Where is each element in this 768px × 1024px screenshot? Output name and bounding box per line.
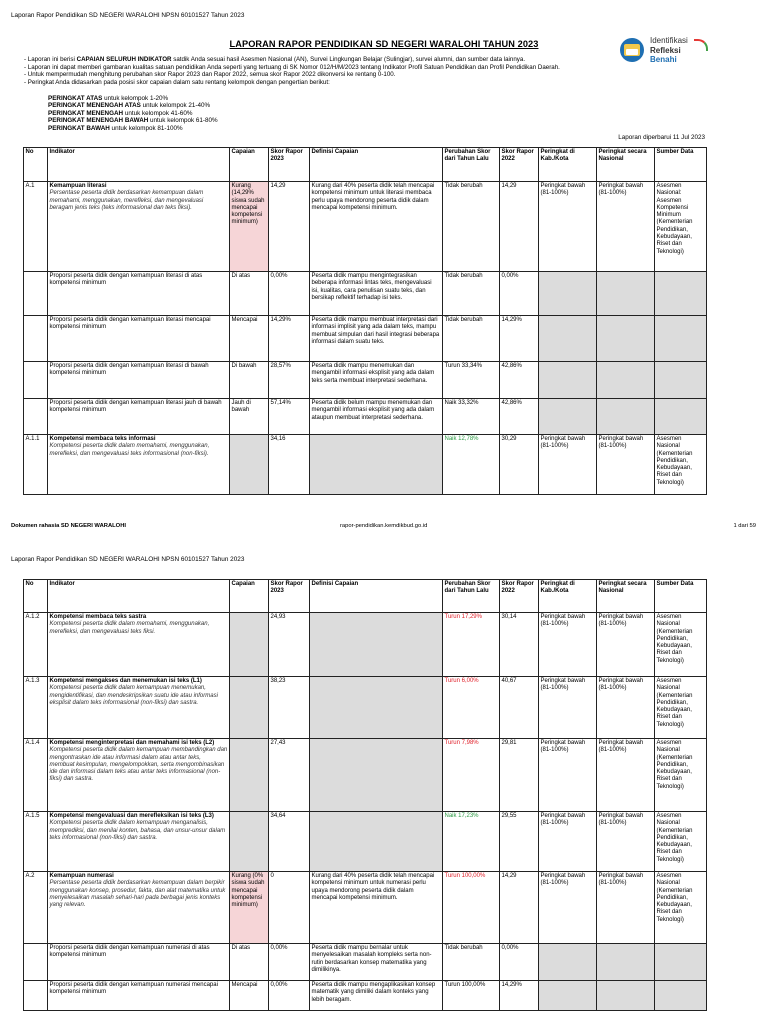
table-cell: 27,43 <box>269 739 310 812</box>
update-date: Laporan diperbarui 11 Jul 2023 <box>618 134 705 141</box>
table-cell <box>655 399 707 435</box>
table-cell: Peserta didik mampu mengaplikasikan konsep matematik yang dimiliki dalam konteks yang lebih beragam. <box>310 981 443 1011</box>
table-cell: Di atas <box>230 272 269 316</box>
table-cell <box>539 362 597 399</box>
table-cell: Kompetensi mengevaluasi dan merefleksikan isi teks (L3) Kompetensi peserta didik dalam kemampuan menganalisis, memprediksi, dan menilai konten, bahasa, dan unsur-unsur dalam teks informasional (non-fiksi) dan sastra. <box>48 812 230 872</box>
table-cell: A.1.3 <box>24 677 48 739</box>
table-cell: Kemampuan numerasi Persentase peserta didik berdasarkan kemampuan dalam berpikir menggunakan konsep, prosedur, fakta, dan alat matematika untuk menyelesaikan masalah sehari-hari pada berbagai jenis konteks yang relevan. <box>48 872 230 944</box>
legend-item: PERINGKAT BAWAH untuk kelompok 81-100% <box>48 124 183 132</box>
table-cell: Di atas <box>230 944 269 981</box>
table-cell <box>24 981 48 1011</box>
table-cell: Peserta didik mampu bernalar untuk menyelesaikan masalah kompleks serta non-rutin berdasarkan konsep matematika yang dimilikinya. <box>310 944 443 981</box>
table-cell <box>230 435 269 495</box>
table-cell: Turun 7,98% <box>443 739 500 812</box>
table-cell <box>655 272 707 316</box>
table-cell: Kompetensi membaca teks informasi Kompetensi peserta didik dalam memahami, menggunakan, merefleksi, dan mengevaluasi teks informasional (non-fiksi). <box>48 435 230 495</box>
table-cell <box>310 613 443 677</box>
report-title: LAPORAN RAPOR PENDIDIKAN SD NEGERI WARALOHI TAHUN 2023 <box>229 39 539 49</box>
column-header: Peringkat secara Nasional <box>597 148 655 182</box>
table-cell: Peringkat bawah (81-100%) <box>539 872 597 944</box>
table-cell: Naik 17,23% <box>443 812 500 872</box>
table-cell: 57,14% <box>269 399 310 435</box>
table-cell: Asesmen Nasional (Kementerian Pendidikan, Kebudayaan, Riset dan Teknologi) <box>655 677 707 739</box>
table-cell: Peringkat bawah (81-100%) <box>539 739 597 812</box>
table-cell: Kurang dari 40% peserta didik telah mencapai kompetensi minimum untuk literasi membaca perlu upaya mendorong peserta didik dalam mencapai kompetensi minimum. <box>310 182 443 272</box>
table-cell: 0,00% <box>269 981 310 1011</box>
swoosh-icon <box>694 39 708 51</box>
table-cell <box>655 362 707 399</box>
table-cell: 42,86% <box>500 399 539 435</box>
table-cell: A.1.1 <box>24 435 48 495</box>
table-cell: A.1 <box>24 182 48 272</box>
indicator-table-page1 <box>23 147 707 495</box>
column-header: Sumber Data <box>655 148 707 182</box>
table-cell: A.1.2 <box>24 613 48 677</box>
table-cell: Peringkat bawah (81-100%) <box>539 677 597 739</box>
table-cell: 30,29 <box>500 435 539 495</box>
table-cell <box>24 399 48 435</box>
column-header: Perubahan Skor dari Tahun Lalu <box>443 580 500 613</box>
column-header: Perubahan Skor dari Tahun Lalu <box>443 148 500 182</box>
table-cell <box>310 677 443 739</box>
table-cell: Kurang (0% siswa sudah mencapai kompetensi minimum) <box>230 872 269 944</box>
table-cell <box>597 981 655 1011</box>
table-cell: 0,00% <box>269 272 310 316</box>
table-cell <box>230 613 269 677</box>
table-cell <box>230 677 269 739</box>
table-cell: Asesmen Nasional: Asesmen Kompetensi Minimum (Kementerian Pendidikan, Kebudayaan, Riset dan Teknologi) <box>655 182 707 272</box>
table-cell: Naik 12,78% <box>443 435 500 495</box>
table-cell: Proporsi peserta didik dengan kemampuan numerasi di atas kompetensi minimum <box>48 944 230 981</box>
table-cell: Peringkat bawah (81-100%) <box>539 435 597 495</box>
table-cell: Proporsi peserta didik dengan kemampuan numerasi mencapai kompetensi minimum <box>48 981 230 1011</box>
table-row <box>24 739 707 812</box>
table-cell: Asesmen Nasional (Kementerian Pendidikan, Kebudayaan, Riset dan Teknologi) <box>655 613 707 677</box>
table-cell <box>655 981 707 1011</box>
table-cell: A.1.4 <box>24 739 48 812</box>
column-header: Peringkat secara Nasional <box>597 580 655 613</box>
table-cell: Peringkat bawah (81-100%) <box>597 812 655 872</box>
table-cell <box>539 316 597 362</box>
legend-item: PERINGKAT MENENGAH untuk kelompok 41-60% <box>48 109 193 117</box>
table-cell: Tidak berubah <box>443 272 500 316</box>
page-header: Laporan Rapor Pendidikan SD NEGERI WARALOHI NPSN 60101527 Tahun 2023 <box>11 556 245 563</box>
table-cell: Turun 17,29% <box>443 613 500 677</box>
table-cell <box>230 812 269 872</box>
table-cell <box>24 362 48 399</box>
table-cell: Turun 100,00% <box>443 872 500 944</box>
legend-item: PERINGKAT ATAS untuk kelompok 1-20% <box>48 95 169 102</box>
table-cell: Peringkat bawah (81-100%) <box>539 812 597 872</box>
table-cell: Mencapai <box>230 981 269 1011</box>
table-cell: Peserta didik mampu membuat interpretasi dari informasi implisit yang ada dalam teks, mampu membuat simpulan dari hasil integrasi beberapa informasi dalam suatu teks. <box>310 316 443 362</box>
table-cell: Peringkat bawah (81-100%) <box>597 613 655 677</box>
table-row <box>24 872 707 944</box>
table-cell: 30,14 <box>500 613 539 677</box>
table-cell: Turun 33,34% <box>443 362 500 399</box>
table-header-row <box>24 148 707 182</box>
intro-line: - Laporan ini dapat memberi gambaran kualitas satuan pendidikan Anda seperti yang tertuang di SK Nomor 012/H/M/2023 tentang Indikator Profil Satuan Pendidikan dan Profil Pendidikan Daerah. <box>24 63 560 71</box>
column-header: Skor Rapor 2022 <box>500 580 539 613</box>
column-header: Peringkat di Kab./Kota <box>539 148 597 182</box>
table-row <box>24 399 707 435</box>
table-cell: Tidak berubah <box>443 944 500 981</box>
table-cell: Mencapai <box>230 316 269 362</box>
table-cell: 29,81 <box>500 739 539 812</box>
footer-left: Dokumen rahasia SD NEGERI WARALOHI <box>11 523 126 529</box>
table-cell: Asesmen Nasional (Kementerian Pendidikan, Kebudayaan, Riset dan Teknologi) <box>655 812 707 872</box>
indicator-table-page2 <box>23 579 707 1011</box>
table-cell: 0 <box>269 872 310 944</box>
table-row <box>24 435 707 495</box>
column-header: Skor Rapor 2023 <box>269 148 310 182</box>
table-cell: Proporsi peserta didik dengan kemampuan literasi mencapai kompetensi minimum <box>48 316 230 362</box>
table-cell: Peserta didik mampu mengintegrasikan beberapa informasi lintas teks, mengevaluasi isi, kualitas, cara penulisan suatu teks, dan bersikap reflektif terhadap isi teks. <box>310 272 443 316</box>
table-cell: 14,29 <box>500 872 539 944</box>
ranking-legend <box>48 95 218 132</box>
table-header-row <box>24 580 707 613</box>
column-header: Indikator <box>48 580 230 613</box>
table-cell: 24,93 <box>269 613 310 677</box>
table-cell <box>539 272 597 316</box>
table-cell: Peringkat bawah (81-100%) <box>597 739 655 812</box>
table-cell: Di bawah <box>230 362 269 399</box>
intro-line: - Peringkat Anda didasarkan pada posisi skor capaian dalam satu rentang kelompok dengan pengertian berikut: <box>24 78 330 86</box>
table-cell: Peringkat bawah (81-100%) <box>539 613 597 677</box>
table-cell: 14,29 <box>500 182 539 272</box>
table-cell: Tidak berubah <box>443 316 500 362</box>
legend-item: PERINGKAT MENENGAH ATAS untuk kelompok 21-40% <box>48 102 211 110</box>
column-header: Capaian <box>230 148 269 182</box>
table-row <box>24 362 707 399</box>
table-cell: 0,00% <box>500 944 539 981</box>
intro-line: - Untuk mempermudah menghitung perubahan skor Rapor 2023 dan Rapor 2022, semua skor Rapor 2022 dikonversi ke rentang 0-100. <box>24 71 396 79</box>
table-cell <box>539 981 597 1011</box>
column-header: Peringkat di Kab./Kota <box>539 580 597 613</box>
table-cell: 38,23 <box>269 677 310 739</box>
table-cell: A.2 <box>24 872 48 944</box>
table-cell: Kemampuan literasi Persentase peserta didik berdasarkan kemampuan dalam memahami, menggunakan, merefleksi, dan mengevaluasi beragam jenis teks (teks informasional dan teks fiksi). <box>48 182 230 272</box>
table-cell <box>310 435 443 495</box>
column-header: Skor Rapor 2023 <box>269 580 310 613</box>
table-cell: 14,29 <box>269 182 310 272</box>
table-cell <box>310 812 443 872</box>
table-row <box>24 182 707 272</box>
column-header: Sumber Data <box>655 580 707 613</box>
table-cell: Peringkat bawah (81-100%) <box>597 677 655 739</box>
table-cell: 34,64 <box>269 812 310 872</box>
table-cell: Naik 33,32% <box>443 399 500 435</box>
column-header: Definisi Capaian <box>310 580 443 613</box>
table-cell <box>655 316 707 362</box>
table-cell: Kompetensi menginterpretasi dan memahami isi teks (L2) Kompetensi peserta didik dalam kemampuan membandingkan dan mengontraskan ide atau informasi dalam atau antar teks, membuat kesimpulan, mengelompokkan, serta mengombinasikan ide dan informasi dalam teks atau antar teks informasional (non-fiksi) dan sastra. <box>48 739 230 812</box>
table-cell <box>597 272 655 316</box>
table-cell: 0,00% <box>269 944 310 981</box>
footer-page-number: 1 dari 59 <box>733 523 756 529</box>
table-row <box>24 272 707 316</box>
table-cell <box>24 944 48 981</box>
table-cell: 28,57% <box>269 362 310 399</box>
table-cell: Jauh di bawah <box>230 399 269 435</box>
table-cell: Peringkat bawah (81-100%) <box>597 435 655 495</box>
table-cell: Asesmen Nasional (Kementerian Pendidikan, Kebudayaan, Riset dan Teknologi) <box>655 872 707 944</box>
table-cell: 29,55 <box>500 812 539 872</box>
table-cell: Peserta didik belum mampu menemukan dan mengambil informasi eksplisit yang ada dalam ataupun membuat interpretasi sederhana. <box>310 399 443 435</box>
table-cell: Peringkat bawah (81-100%) <box>539 182 597 272</box>
table-cell: Peringkat bawah (81-100%) <box>597 182 655 272</box>
table-cell <box>310 739 443 812</box>
table-cell <box>539 944 597 981</box>
table-cell: Kurang dari 40% peserta didik telah mencapai kompetensi minimum untuk numerasi perlu upaya mendorong peserta didik dalam mencapai kompetensi minimum. <box>310 872 443 944</box>
table-cell: Proporsi peserta didik dengan kemampuan literasi di bawah kompetensi minimum <box>48 362 230 399</box>
table-cell: 14,29% <box>500 316 539 362</box>
table-cell: Peringkat bawah (81-100%) <box>597 872 655 944</box>
column-header: No <box>24 580 48 613</box>
intro-notes <box>24 56 560 86</box>
footer-center: rapor-pendidikan.kemdikbud.go.id <box>340 523 428 529</box>
table-row <box>24 944 707 981</box>
table-cell <box>539 399 597 435</box>
column-header: Indikator <box>48 148 230 182</box>
table-cell: 0,00% <box>500 272 539 316</box>
column-header: Definisi Capaian <box>310 148 443 182</box>
column-header: Capaian <box>230 580 269 613</box>
table-cell: Asesmen Nasional (Kementerian Pendidikan, Kebudayaan, Riset dan Teknologi) <box>655 739 707 812</box>
table-cell: Proporsi peserta didik dengan kemampuan literasi di atas kompetensi minimum <box>48 272 230 316</box>
table-cell: 34,16 <box>269 435 310 495</box>
table-cell <box>597 399 655 435</box>
table-cell <box>24 316 48 362</box>
table-cell <box>597 944 655 981</box>
table-row <box>24 812 707 872</box>
table-cell: A.1.5 <box>24 812 48 872</box>
column-header: No <box>24 148 48 182</box>
table-row <box>24 677 707 739</box>
table-row <box>24 316 707 362</box>
table-cell: Proporsi peserta didik dengan kemampuan literasi jauh di bawah kompetensi minimum <box>48 399 230 435</box>
legend-item: PERINGKAT MENENGAH BAWAH untuk kelompok 61-80% <box>48 117 218 125</box>
intro-line: - Laporan ini berisi CAPAIAN SELURUH INDIKATOR satdik Anda sesuai hasil Asesmen Nasional (AN), Survei Lingkungan Belajar (Sulingjar), survei alumni, dan sumber data lainnya. <box>24 56 526 63</box>
logo: Identifikasi Refleksi Benahi <box>620 36 710 66</box>
kemdikbud-logo-icon <box>620 38 644 62</box>
table-cell <box>597 316 655 362</box>
table-cell: Turun 6,00% <box>443 677 500 739</box>
table-cell: 42,86% <box>500 362 539 399</box>
table-cell <box>597 362 655 399</box>
table-cell <box>230 739 269 812</box>
table-cell: Tidak berubah <box>443 182 500 272</box>
table-cell: Asesmen Nasional (Kementerian Pendidikan, Kebudayaan, Riset dan Teknologi) <box>655 435 707 495</box>
table-cell <box>655 944 707 981</box>
column-header: Skor Rapor 2022 <box>500 148 539 182</box>
table-cell: Kurang (14,29% siswa sudah mencapai kompetensi minimum) <box>230 182 269 272</box>
table-cell: Peserta didik mampu menemukan dan mengambil informasi eksplisit yang ada dalam teks serta membuat interpretasi sederhana. <box>310 362 443 399</box>
table-cell: Kompetensi mengakses dan menemukan isi teks (L1) Kompetensi peserta didik dalam kemampuan menemukan, mengidentifikasi, dan mendeskripsikan suatu ide atau informasi eksplisit dalam teks informasional (non-fiksi) dan sastra. <box>48 677 230 739</box>
table-cell: 40,67 <box>500 677 539 739</box>
table-row <box>24 981 707 1011</box>
table-cell: Kompetensi membaca teks sastra Kompetensi peserta didik dalam memahami, menggunakan, merefleksi, dan mengevaluasi teks fiksi. <box>48 613 230 677</box>
table-cell: 14,29% <box>500 981 539 1011</box>
table-cell: 14,29% <box>269 316 310 362</box>
page-header: Laporan Rapor Pendidikan SD NEGERI WARALOHI NPSN 60101527 Tahun 2023 <box>11 12 245 19</box>
table-row <box>24 613 707 677</box>
table-cell <box>24 272 48 316</box>
table-cell: Turun 100,00% <box>443 981 500 1011</box>
